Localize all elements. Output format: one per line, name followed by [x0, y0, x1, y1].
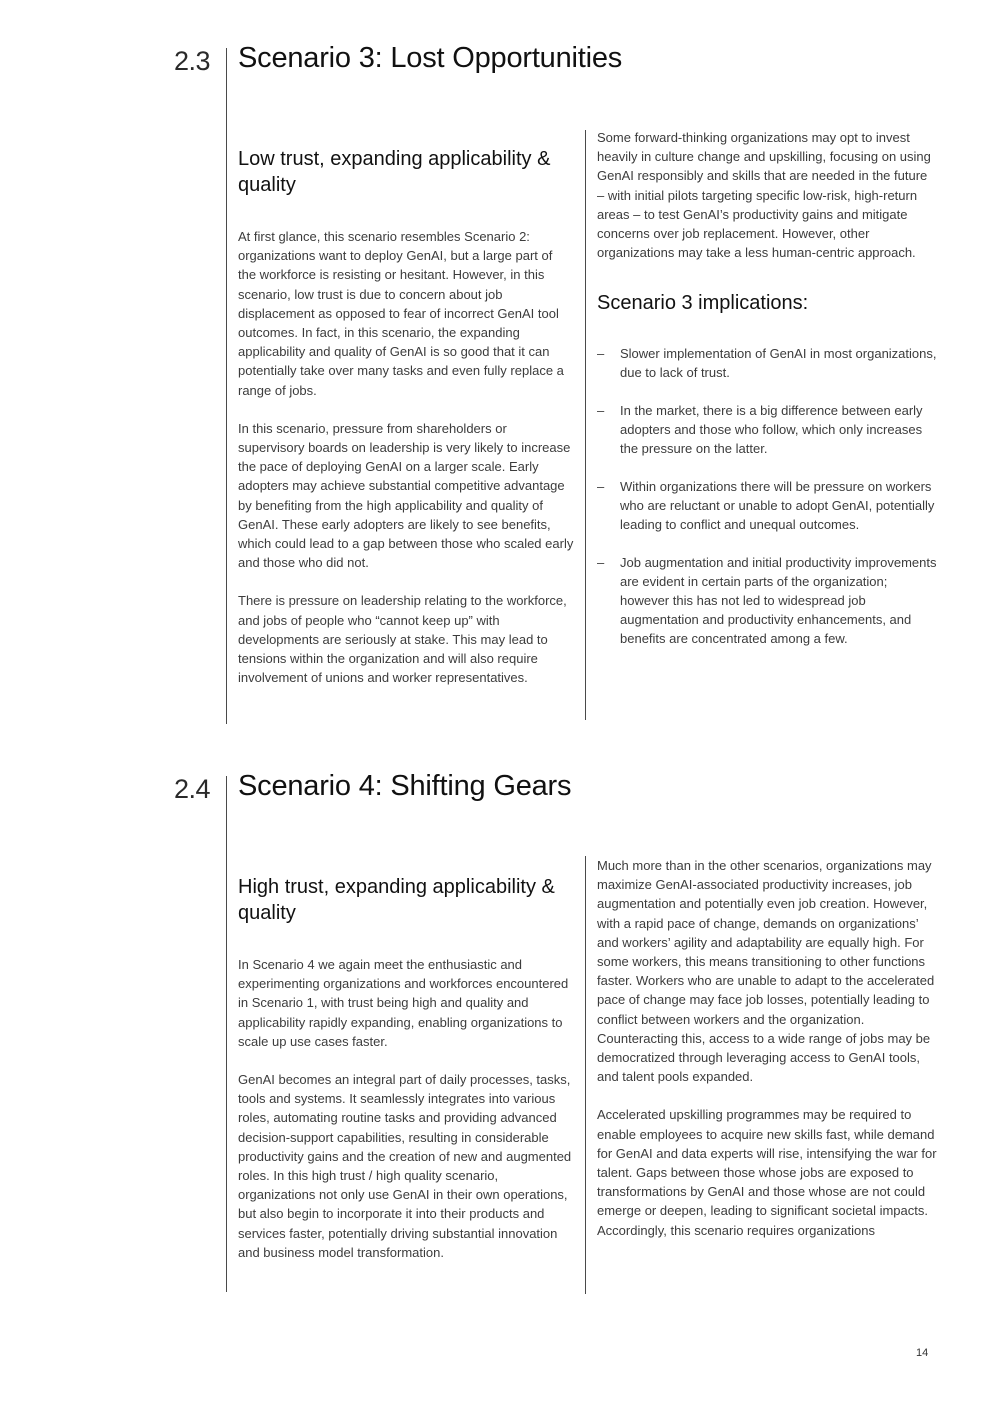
paragraph: There is pressure on leadership relating to the workforce, and jobs of people who “cannot keep up” with developments are seriously at stake. This may lead to tensions within the organization and will also require involvement of unions and worker representatives. [238, 593, 567, 686]
section-2-4 [0, 770, 992, 1294]
dash-bullet: – [597, 479, 605, 495]
section-divider [226, 48, 227, 724]
section-number: 2.3 [174, 46, 211, 76]
dash-bullet: – [597, 403, 605, 419]
paragraph: Some forward-thinking organizations may opt to invest heavily in culture change and upskilling, focusing on using GenAI responsibly and skills that are needed in the future – with initial pilots targeting specific low-risk, high-return areas – to test GenAI’s productivity gains and mitigate concerns over job replacement. However, other organizations may take a less human-centric approach. [597, 130, 931, 261]
paragraph: Much more than in the other scenarios, organizations may maximize GenAI-associated productivity increases, job augmentation and potentially even job creation. However, with a rapid pace of change, demands on organizations’ and workers’ agility and adaptability are equally high. For some workers, this means transitioning to other functions faster. Workers who are unable to adapt to the accelerated pace of change may face job losses, potentially leading to conflict between workers and the organization. Counteracting this, access to a wide range of jobs may be democratized through leveraging access to GenAI tools, and talent pools expanded. [597, 858, 935, 1085]
section-divider [226, 776, 227, 1292]
left-column [238, 146, 574, 687]
implications-heading: Scenario 3 implications: [597, 292, 809, 315]
dash-bullet: – [597, 346, 605, 362]
dash-bullet: – [597, 555, 605, 571]
paragraph: In this scenario, pressure from shareholders or supervisory boards on leadership is very likely to increase the pace of deploying GenAI on a larger scale. Early adopters may achieve substantial competitive advantage by benefiting from the high applicability and quality of GenAI. These early adopters are likely to see benefits, which could lead to a gap between those who scaled early and those who did not. [238, 420, 574, 571]
list-item [597, 344, 937, 382]
column-divider [585, 856, 586, 1294]
subsection-heading: Low trust, expanding applicability & quality [238, 148, 551, 196]
paragraph: In Scenario 4 we again meet the enthusiastic and experimenting organizations and workforces encountered in Scenario 1, with trust being high and quality and applicability rapidly expanding, enabling organizations to scale up use cases faster. [238, 957, 569, 1049]
page-number: 14 [916, 1347, 929, 1359]
right-column [597, 128, 937, 648]
right-column [597, 856, 937, 1240]
list-item-text: Within organizations there will be pressure on workers who are reluctant or unable to adopt GenAI, potentially leading to conflict and unequal outcomes. [620, 479, 935, 533]
section-number: 2.4 [174, 774, 211, 804]
section-title: Scenario 4: Shifting Gears [238, 770, 572, 802]
section-title: Scenario 3: Lost Opportunities [238, 42, 623, 74]
column-divider [585, 130, 586, 720]
list-item-text: Job augmentation and initial productivity improvements are evident in certain parts of the organization; however this has not led to widespread job augmentation and productivity enhancements, and benefits are concentrated among a few. [620, 555, 937, 647]
list-item-text: Slower implementation of GenAI in most organizations, due to lack of trust. [620, 346, 937, 381]
list-item-text: In the market, there is a big difference between early adopters and those who follow, which only increases the pressure on the latter. [620, 403, 923, 457]
section-2-3 [0, 42, 992, 726]
subsection-heading: High trust, expanding applicability & quality [238, 876, 555, 924]
left-column [238, 874, 574, 1262]
paragraph: Accelerated upskilling programmes may be required to enable employees to acquire new skills fast, while demand for GenAI and data experts will rise, intensifying the war for talent. Gaps between those whose jobs are exposed to transformations by GenAI and those whose are not could emerge or deepen, leading to significant societal impacts. Accordingly, this scenario requires organizations [597, 1107, 937, 1238]
list-item [597, 477, 937, 534]
implications-list [597, 344, 937, 648]
paragraph: GenAI becomes an integral part of daily processes, tasks, tools and systems. It seamlessly integrates into various roles, automating routine tasks and providing advanced decision-support capabilities, resulting in considerable productivity gains and the creation of new and augmented roles. In this high trust / high quality scenario, organizations not only use GenAI in their own operations, but also begin to incorporate it into their products and services faster, potentially driving substantial innovation and business model transformation. [238, 1072, 572, 1260]
list-item [597, 401, 937, 458]
paragraph: At first glance, this scenario resembles Scenario 2: organizations want to deploy GenAI, but a large part of the workforce is resisting or hesitant. However, in this scenario, low trust is due to concern about job displacement as opposed to fear of incorrect GenAI tool outcomes. In fact, in this scenario, the expanding applicability and quality of GenAI is so good that it can potentially take over many tasks and even fully replace a range of jobs. [238, 229, 564, 398]
list-item [597, 553, 937, 648]
